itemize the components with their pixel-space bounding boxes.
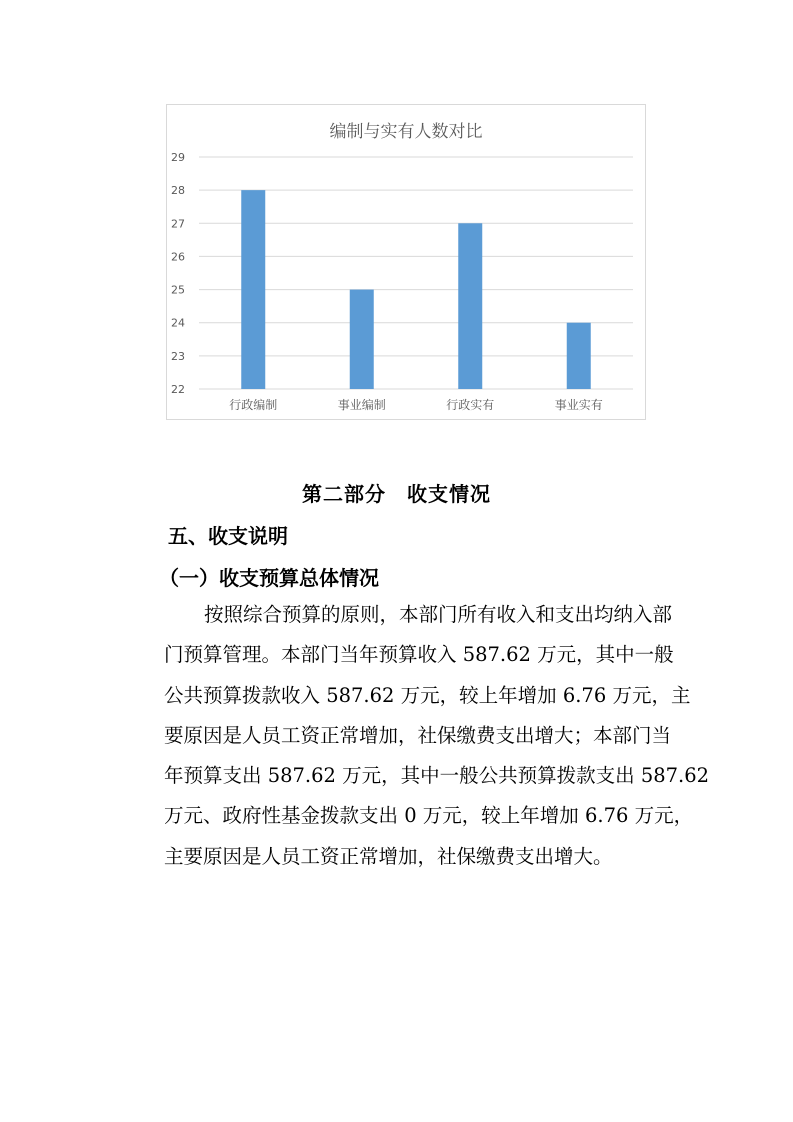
y-tick-label: 23: [171, 349, 185, 363]
heading-level-2: （一）收支预算总体情况: [159, 566, 379, 590]
paragraph-line: 要原因是人员工资正常增加，社保缴费支出增大；本部门当: [164, 723, 672, 747]
y-tick-label: 22: [171, 383, 185, 396]
chart-plot: [167, 105, 645, 419]
body-paragraph: [164, 595, 710, 877]
heading-level-1: 五、收支说明: [168, 524, 288, 548]
y-tick-label: 27: [171, 217, 185, 231]
chart-title: 编制与实有人数对比: [329, 122, 483, 142]
bar: [458, 223, 482, 389]
section-title: 第二部分 收支情况: [302, 482, 491, 506]
paragraph-line: 门预算管理。本部门当年预算收入 587.62 万元，其中一般: [164, 643, 674, 667]
paragraph-line: 年预算支出 587.62 万元，其中一般公共预算拨款支出 587.62: [164, 764, 710, 788]
x-tick-label: 事业编制: [337, 398, 386, 412]
staffing-chart: [166, 104, 646, 420]
paragraph-line: 万元、政府性基金拨款支出 0 万元，较上年增加 6.76 万元，: [164, 804, 694, 828]
paragraph-line: 公共预算拨款收入 587.62 万元，较上年增加 6.76 万元，主: [164, 683, 691, 707]
y-tick-label: 26: [171, 250, 185, 264]
bar: [567, 323, 591, 389]
x-tick-label: 行政实有: [446, 398, 495, 412]
y-tick-label: 28: [171, 184, 185, 198]
bar: [241, 190, 265, 389]
x-tick-label: 事业实有: [554, 398, 603, 412]
x-tick-label: 行政编制: [229, 398, 278, 412]
bar: [350, 290, 374, 389]
paragraph-line: 主要原因是人员工资正常增加，社保缴费支出增大。: [164, 844, 613, 868]
y-tick-label: 25: [171, 283, 185, 297]
y-tick-label: 29: [171, 151, 185, 164]
y-tick-label: 24: [171, 316, 185, 330]
paragraph-line: 按照综合预算的原则，本部门所有收入和支出均纳入部: [204, 603, 673, 626]
